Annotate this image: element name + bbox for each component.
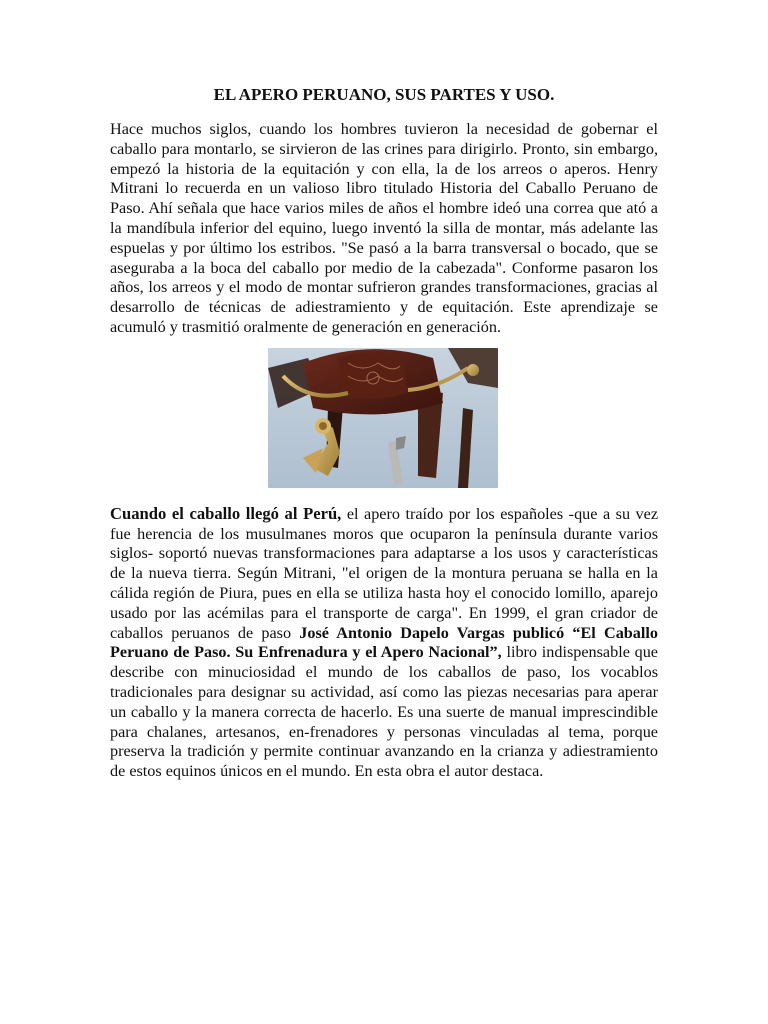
saddle-photo-image: [268, 348, 498, 488]
paragraph-text-part2: libro indispensable que describe con minuciosidad el mundo de los caballos de paso, los vocablos tradicionales para designar su actividad, así como las piezas necesarias para aperar un caballo y la manera correcta de hacerlo. Es una suerte de manual imprescindible para chalanes, artesanos, en-frenadores y personas vinculadas al tema, porque preserva la tradición y permite continuar avanzando en la crianza y adiestramiento de estos equinos únicos en el mundo. En esta obra el autor destaca.: [110, 643, 658, 781]
document-title: EL APERO PERUANO, SUS PARTES Y USO.: [213, 85, 555, 104]
history-paragraph: [110, 504, 658, 782]
lead-bold-text: Cuando el caballo llegó al Perú,: [110, 503, 342, 523]
paragraph-text-part1: el apero traído por los españoles -que a su vez fue herencia de los musulmanes moros que ocuparon la península durante varios siglos- soportó nuevas transformaciones para adaptarse a los usos y características de la nueva tierra. Según Mitrani, "el origen de la montura peruana se halla en la cálida región de Piura, pues en ella se utiliza hasta hoy el conocido lomillo, aparejo usado por las acémilas para el transporte de carga". En 1999, el gran criador de caballos peruanos de paso: [110, 504, 659, 642]
book-reference-bold: José Antonio Dapelo Vargas publicó “El Caballo Peruano de Paso. Su Enfrenadura y el Apero Nacional”,: [110, 623, 658, 662]
document-page: [110, 84, 658, 782]
intro-paragraph: Hace muchos siglos, cuando los hombres tuvieron la necesidad de gobernar el caballo para montarlo, se sirvieron de las crines para dirigirlo. Pronto, sin embargo, empezó la historia de la equitación y con ella, la de los arreos o aperos. Henry Mitrani lo recuerda en un valioso libro titulado Historia del Caballo Peruano de Paso. Ahí señala que hace varios miles de años el hombre ideó una correa que ató a la mandíbula inferior del equino, luego inventó la silla de montar, más adelante las espuelas y por último los estribos. "Se pasó a la barra transversal o bocado, que se aseguraba a la boca del caballo por medio de la cabezada". Conforme pasaron los años, los arreos y el modo de montar sufrieron grandes transformaciones, gracias al desarrollo de técnicas de adiestramiento y de equitación. Este aprendizaje se acumuló y trasmitió oralmente de generación en generación.: [110, 120, 658, 336]
saddle-photo: [268, 348, 498, 488]
